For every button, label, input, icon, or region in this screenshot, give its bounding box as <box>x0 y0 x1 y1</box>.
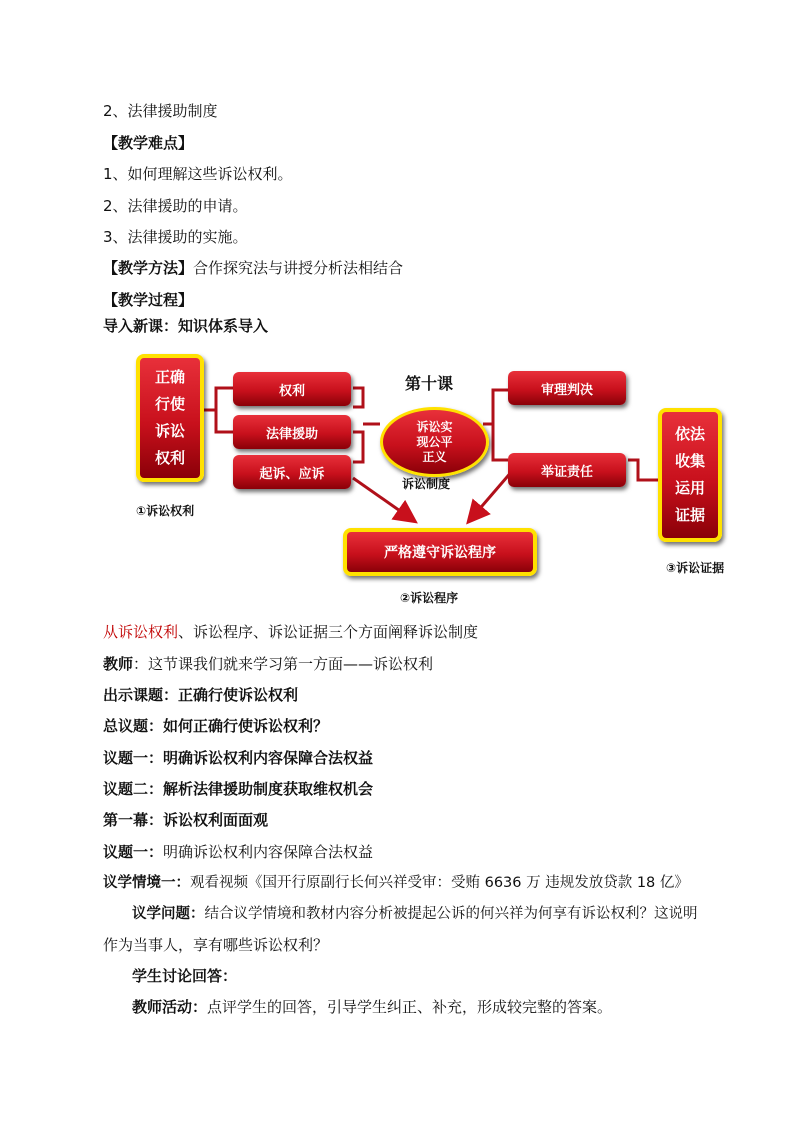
section-heading: 【教学难点】 <box>103 134 194 152</box>
text-line: 2、法律援助的申请。 <box>103 197 248 215</box>
vertical-char: 权利 <box>154 449 185 467</box>
text-span: 明确诉讼权利内容保障合法权益 <box>163 843 374 861</box>
left-item-sue: 起诉、应诉 <box>233 455 351 489</box>
section-heading: 【教学过程】 <box>103 291 194 309</box>
center-oval <box>380 407 489 477</box>
vertical-char: 收集 <box>674 452 705 470</box>
left-item-legal-aid: 法律援助 <box>233 415 351 449</box>
bottom-box: 严格遵守诉讼程序 <box>343 528 537 576</box>
right-item-judgment: 审理判决 <box>508 371 626 405</box>
text-line: 总议题：如何正确行使诉讼权利？ <box>103 717 329 735</box>
label-text: 教师 <box>103 655 134 673</box>
caption-right: ③诉讼证据 <box>666 561 725 575</box>
text-span: 观看视频《国开行原副行长何兴祥受审：受贿 6636 万 违规发放贷款 18 亿》 <box>190 875 689 891</box>
label-text: 议学情境一： <box>103 875 190 891</box>
highlight-text: 从诉讼权利 <box>103 623 179 641</box>
text-line <box>103 842 373 862</box>
oval-line: 诉讼实 <box>416 419 453 434</box>
left-vertical-box <box>136 354 204 482</box>
text-span: 、诉讼程序、诉讼证据三个方面阐释诉讼制度 <box>178 623 479 641</box>
vertical-char: 依法 <box>674 425 705 443</box>
center-caption: 诉讼制度 <box>402 477 451 491</box>
text-span: 结合议学情境和教材内容分析被提起公诉的何兴祥为何享有诉讼权利？这说明 <box>204 906 698 922</box>
text-line <box>132 997 612 1017</box>
text-line <box>132 904 698 924</box>
label-text: 议学问题： <box>132 906 205 922</box>
text-line <box>103 258 403 278</box>
oval-line: 正义 <box>422 449 447 464</box>
text-line <box>103 873 689 893</box>
text-span: 合作探究法与讲授分析法相结合 <box>193 259 404 277</box>
text-line: 作为当事人，享有哪些诉讼权利？ <box>103 936 329 954</box>
text-span: 点评学生的回答，引导学生纠正、补充，形成较完整的答案。 <box>207 998 613 1016</box>
text-line: 1、如何理解这些诉讼权利。 <box>103 165 293 183</box>
caption-left: ①诉讼权利 <box>136 504 195 518</box>
text-line: 议题二：解析法律援助制度获取维权机会 <box>103 780 374 798</box>
text-line: 议题一：明确诉讼权利内容保障合法权益 <box>103 749 374 767</box>
diagram-title: 第十课 <box>405 374 454 393</box>
text-line: 导入新课：知识体系导入 <box>103 317 269 335</box>
knowledge-diagram <box>118 350 758 610</box>
vertical-char: 运用 <box>674 479 705 497</box>
vertical-char: 行使 <box>154 395 185 413</box>
label-text: 议题一： <box>103 843 164 861</box>
oval-line: 现公平 <box>416 434 453 449</box>
text-line: 出示课题：正确行使诉讼权利 <box>103 686 299 704</box>
section-heading: 【教学方法】 <box>103 259 194 277</box>
text-line: 第一幕：诉讼权利面面观 <box>103 811 269 829</box>
caption-bottom: ②诉讼程序 <box>400 591 459 605</box>
vertical-char: 证据 <box>674 506 705 524</box>
vertical-char: 诉讼 <box>154 422 185 440</box>
text-line <box>103 654 433 674</box>
text-line: 2、法律援助制度 <box>103 102 218 120</box>
text-line: 学生讨论回答： <box>132 967 238 985</box>
right-item-burden: 举证责任 <box>508 453 626 487</box>
vertical-char: 正确 <box>154 368 185 386</box>
text-span: ：这节课我们就来学习第一方面——诉讼权利 <box>133 655 434 673</box>
text-line: 3、法律援助的实施。 <box>103 228 248 246</box>
text-line <box>103 622 478 642</box>
label-text: 教师活动： <box>132 998 208 1016</box>
right-vertical-box <box>658 408 722 542</box>
left-item-rights: 权利 <box>233 372 351 406</box>
